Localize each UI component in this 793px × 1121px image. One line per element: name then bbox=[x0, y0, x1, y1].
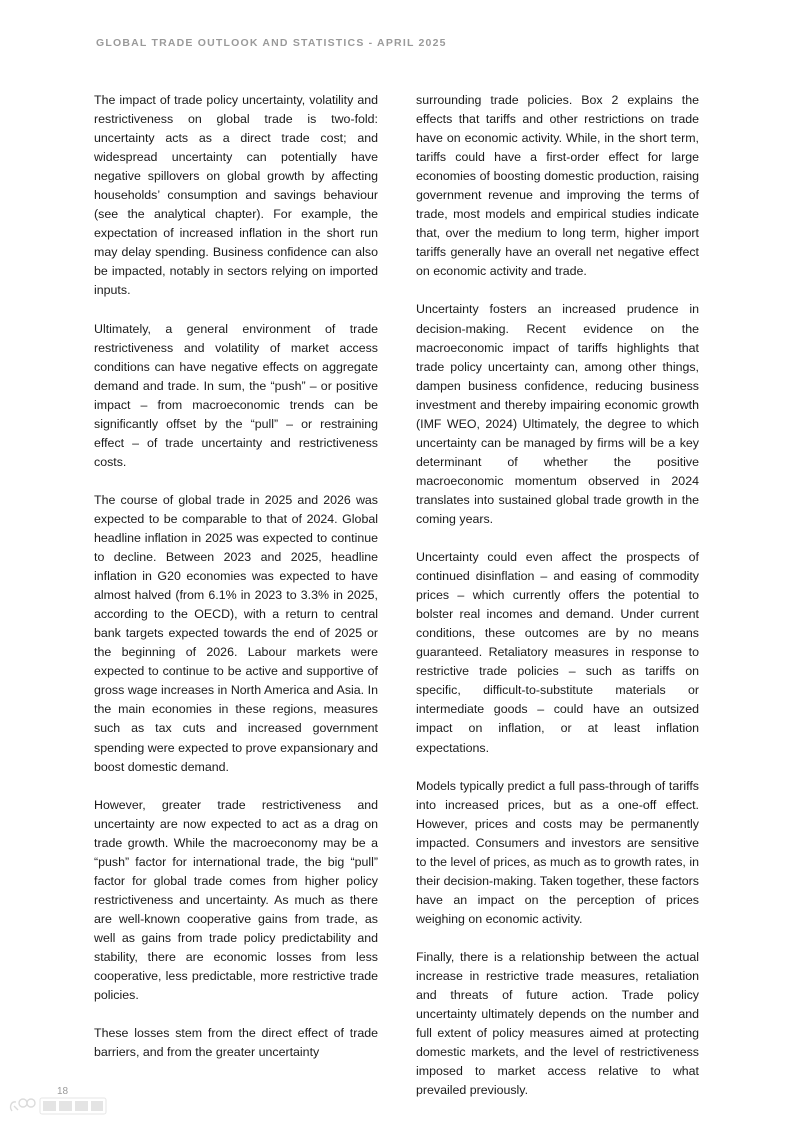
paragraph: surrounding trade policies. Box 2 explains the effects that tariffs and other restrictions on trade have on economic activity. While, in the short term, tariffs could have a first-order effect for large economies of boosting domestic production, raising government revenue and improving the terms of trade, most models and empirical studies indicate that, over the medium to long term, higher import tariffs generally have an overall net negative effect on economic activity and trade. bbox=[416, 93, 699, 279]
right-text-column bbox=[416, 91, 699, 1100]
left-text-column bbox=[94, 91, 378, 1062]
paragraph: These losses stem from the direct effect of trade barriers, and from the greater uncertainty bbox=[94, 1026, 378, 1060]
paragraph: Uncertainty could even affect the prospects of continued disinflation – and easing of commodity prices – which currently offers the potential to bolster real incomes and demand. Under current conditions, these outcomes are by no means guaranteed. Retaliatory measures in response to restrictive trade policies – such as tariffs on specific, difficult-to-substitute materials or intermediate goods – could have an outsized impact on inflation, or at least inflation expectations. bbox=[416, 550, 699, 755]
paragraph: Finally, there is a relationship between the actual increase in restrictive trade measures, retaliation and threats of future action. Trade policy uncertainty ultimately depends on the number and full extent of policy measures aimed at protecting domestic markets, and the level of restrictiveness imposed to market access relative to what prevailed previously. bbox=[416, 949, 699, 1098]
paragraph: The course of global trade in 2025 and 2026 was expected to be comparable to that of 2024. Global headline inflation in 2025 was expected to continue to decline. Between 2023 and 2025, headline inflation in G20 economies was expected to have almost halved (from 6.1% in 2023 to 3.3% in 2025, according to the OECD), with a return to central bank targets expected towards the end of 2025 or the beginning of 2026. Labour markets were expected to continue to be active and supportive of gross wage increases in North America and Asia. In the main economies in these regions, measures such as tax cuts and increased government spending were expected to prove expansionary and boost domestic demand. bbox=[94, 492, 378, 774]
paragraph: Uncertainty fosters an increased prudence in decision-making. Recent evidence on the macroeconomic impact of tariffs highlights that trade policy uncertainty can, among other things, dampen business confidence, reducing business investment and thereby impairing economic growth (IMF WEO, 2024) Ultimately, the degree to which uncertainty can be managed by firms will be a key determinant of whether the positive macroeconomic momentum observed in 2024 translates into sustained global trade growth in the coming years. bbox=[416, 302, 699, 526]
watermark-logo bbox=[8, 1095, 108, 1117]
paragraph: Models typically predict a full pass-through of tariffs into increased prices, but as a one-off effect. However, prices and costs may be permanently impacted. Consumers and investors are sensitive to the level of prices, as much as to growth rates, in their decision-making. Taken together, these factors have an impact on the perception of prices weighing on economic activity. bbox=[416, 778, 699, 926]
paragraph: Ultimately, a general environment of trade restrictiveness and volatility of market access conditions can have negative effects on aggregate demand and trade. In sum, the “push” – or positive impact – from macroeconomic trends can be significantly offset by the “pull” – or restraining effect – of trade uncertainty and restrictiveness costs. bbox=[94, 321, 378, 469]
paragraph: However, greater trade restrictiveness and uncertainty are now expected to act as a drag on trade growth. While the macroeconomy may be a “push” factor for international trade, the big “pull” factor for global trade comes from higher policy restrictiveness and uncertainty. As much as there are well-known cooperative gains from trade, as well as gains from trade policy predictability and stability, there are economic losses from less cooperative, less predictable, more restrictive trade policies. bbox=[94, 797, 378, 1003]
running-header-title: GLOBAL TRADE OUTLOOK AND STATISTICS - APRIL 2025 bbox=[96, 37, 447, 49]
page-number: 18 bbox=[57, 1086, 69, 1097]
watermark-logo-icon bbox=[8, 1095, 108, 1117]
paragraph: The impact of trade policy uncertainty, volatility and restrictiveness on global trade is two-fold: uncertainty acts as a direct trade cost; and widespread uncertainty can potentially have negative spillovers on global growth by affecting households’ consumption and savings behaviour (see the analytical chapter). For example, the expectation of increased inflation in the short run may delay spending. Business confidence can also be impacted, notably in sectors relying on imported inputs. bbox=[94, 93, 378, 298]
